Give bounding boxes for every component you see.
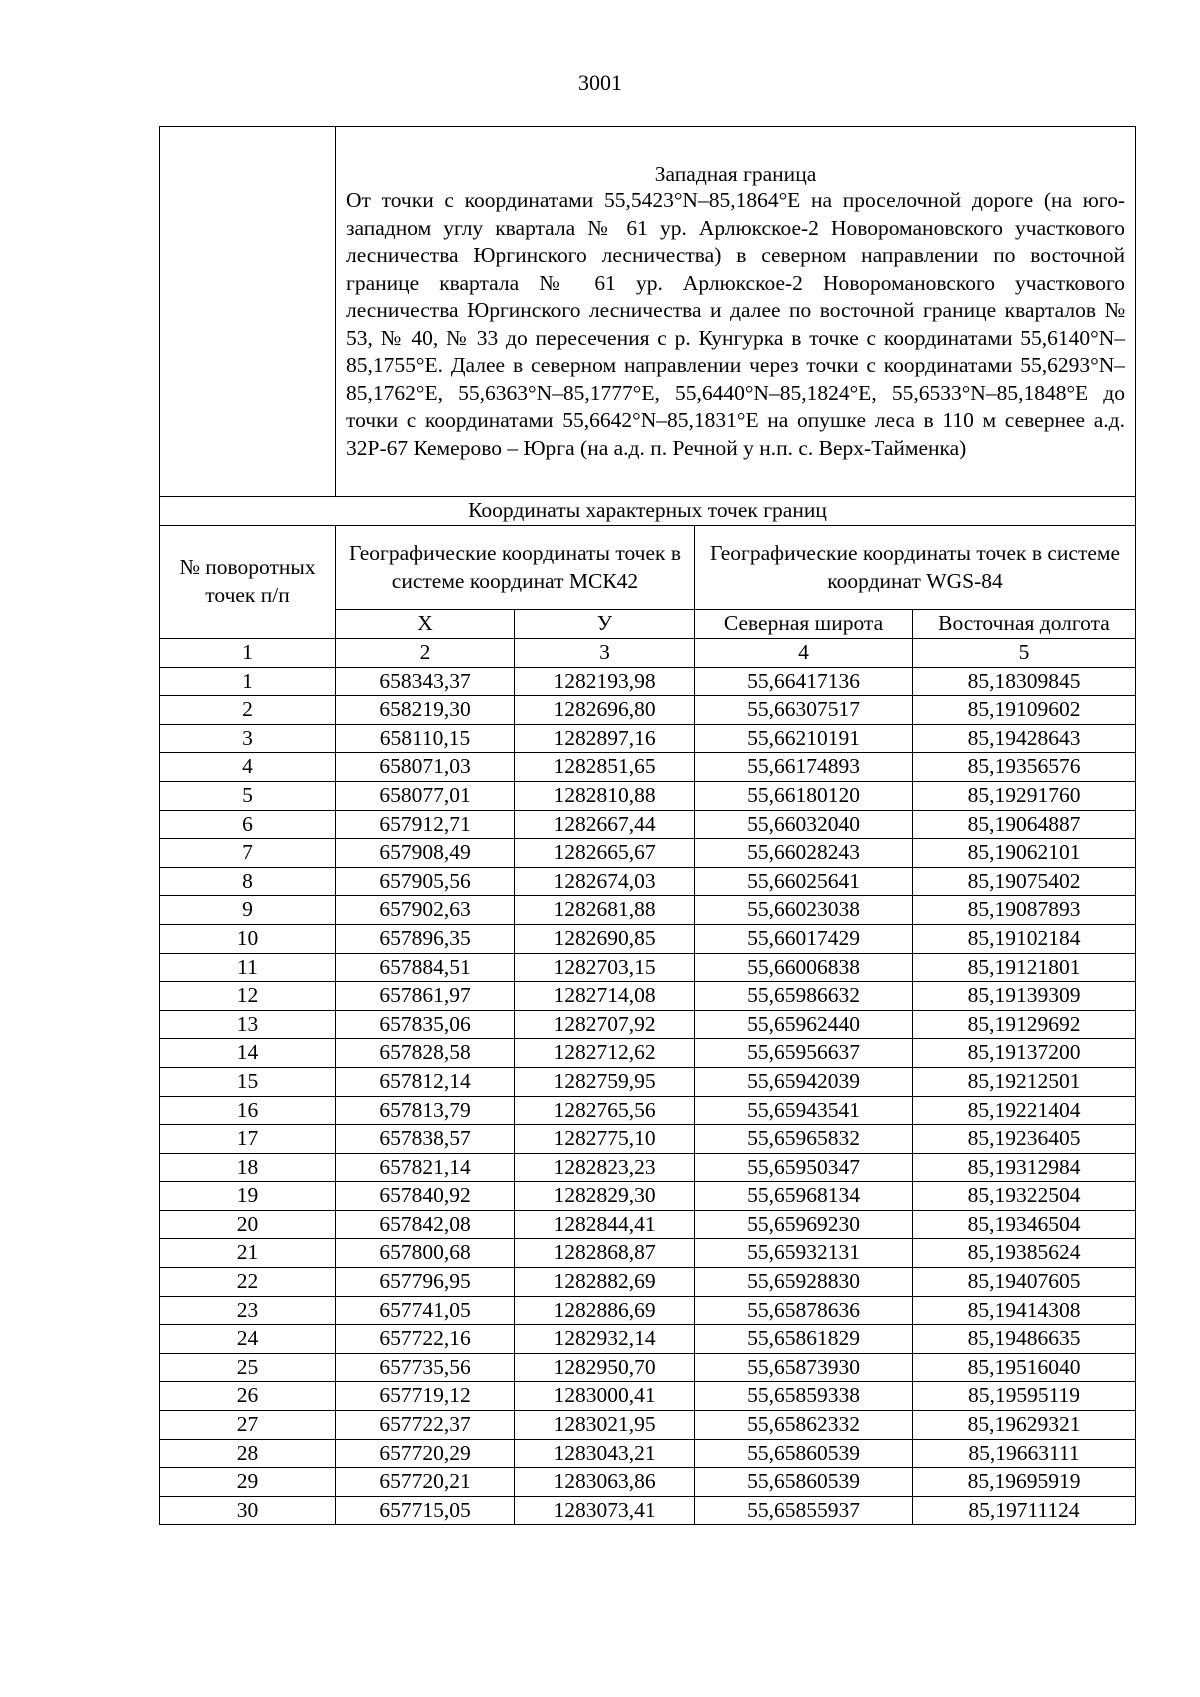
table-row <box>160 1325 1136 1354</box>
longitude-cell: 85,19291760 <box>913 781 1136 810</box>
coords-table-title: Координаты характерных точек границ <box>160 497 1136 526</box>
longitude-cell: 85,19711124 <box>913 1496 1136 1525</box>
msk42-y-cell: 1282712,62 <box>515 1039 695 1068</box>
msk42-y-cell: 1282775,10 <box>515 1125 695 1154</box>
longitude-cell: 85,19516040 <box>913 1353 1136 1382</box>
latitude-cell: 55,65928830 <box>695 1268 913 1297</box>
latitude-cell: 55,66006838 <box>695 953 913 982</box>
longitude-cell: 85,19356576 <box>913 753 1136 782</box>
msk42-x-cell: 657741,05 <box>336 1296 515 1325</box>
msk42-x-cell: 658077,01 <box>336 781 515 810</box>
longitude-header: Восточная долгота <box>913 610 1136 639</box>
point-number-cell: 2 <box>160 696 336 725</box>
msk42-x-cell: 657840,92 <box>336 1182 515 1211</box>
msk42-y-cell: 1282886,69 <box>515 1296 695 1325</box>
msk42-y-cell: 1282690,85 <box>515 924 695 953</box>
msk42-y-cell: 1282665,67 <box>515 839 695 868</box>
msk42-y-cell: 1282844,41 <box>515 1210 695 1239</box>
msk42-y-cell: 1282765,56 <box>515 1096 695 1125</box>
point-number-cell: 30 <box>160 1496 336 1525</box>
msk42-x-cell: 657812,14 <box>336 1067 515 1096</box>
msk42-x-cell: 657908,49 <box>336 839 515 868</box>
longitude-cell: 85,19064887 <box>913 810 1136 839</box>
table-row <box>160 1268 1136 1297</box>
point-number-header: № поворотных точек п/п <box>160 526 336 639</box>
column-number: 5 <box>913 639 1136 668</box>
table-row <box>160 1039 1136 1068</box>
table-row <box>160 724 1136 753</box>
coords-title-row <box>160 497 1136 526</box>
latitude-cell: 55,65855937 <box>695 1496 913 1525</box>
table-row <box>160 1496 1136 1525</box>
latitude-cell: 55,65873930 <box>695 1353 913 1382</box>
latitude-cell: 55,65956637 <box>695 1039 913 1068</box>
longitude-cell: 85,18309845 <box>913 667 1136 696</box>
msk42-x-cell: 657813,79 <box>336 1096 515 1125</box>
latitude-cell: 55,66017429 <box>695 924 913 953</box>
point-number-cell: 17 <box>160 1125 336 1154</box>
msk42-x-cell: 657838,57 <box>336 1125 515 1154</box>
longitude-cell: 85,19129692 <box>913 1010 1136 1039</box>
longitude-cell: 85,19414308 <box>913 1296 1136 1325</box>
table-row <box>160 1239 1136 1268</box>
y-header: У <box>515 610 695 639</box>
longitude-cell: 85,19212501 <box>913 1067 1136 1096</box>
latitude-cell: 55,66180120 <box>695 781 913 810</box>
latitude-header: Северная широта <box>695 610 913 639</box>
msk42-y-cell: 1283043,21 <box>515 1439 695 1468</box>
msk42-y-cell: 1282829,30 <box>515 1182 695 1211</box>
longitude-cell: 85,19137200 <box>913 1039 1136 1068</box>
column-number: 1 <box>160 639 336 668</box>
msk42-x-cell: 657720,21 <box>336 1468 515 1497</box>
table-row <box>160 1468 1136 1497</box>
table-row <box>160 667 1136 696</box>
table-row <box>160 1439 1136 1468</box>
msk42-x-cell: 658343,37 <box>336 667 515 696</box>
page-number: 3001 <box>578 70 622 95</box>
coords-header-row <box>160 526 1136 610</box>
latitude-cell: 55,66032040 <box>695 810 913 839</box>
msk42-x-cell: 658071,03 <box>336 753 515 782</box>
latitude-cell: 55,65860539 <box>695 1439 913 1468</box>
table-row <box>160 753 1136 782</box>
table-row <box>160 982 1136 1011</box>
column-number-row <box>160 639 1136 668</box>
point-number-cell: 21 <box>160 1239 336 1268</box>
west-boundary-cell <box>336 127 1136 497</box>
longitude-cell: 85,19102184 <box>913 924 1136 953</box>
msk42-y-cell: 1282714,08 <box>515 982 695 1011</box>
longitude-cell: 85,19629321 <box>913 1411 1136 1440</box>
msk42-y-cell: 1282868,87 <box>515 1239 695 1268</box>
msk42-x-cell: 657828,58 <box>336 1039 515 1068</box>
latitude-cell: 55,65950347 <box>695 1153 913 1182</box>
latitude-cell: 55,65932131 <box>695 1239 913 1268</box>
msk42-y-cell: 1282696,80 <box>515 696 695 725</box>
west-boundary-empty-cell <box>160 127 336 497</box>
msk42-x-cell: 658219,30 <box>336 696 515 725</box>
latitude-cell: 55,65943541 <box>695 1096 913 1125</box>
latitude-cell: 55,66174893 <box>695 753 913 782</box>
latitude-cell: 55,65986632 <box>695 982 913 1011</box>
longitude-cell: 85,19312984 <box>913 1153 1136 1182</box>
msk42-y-cell: 1282681,88 <box>515 896 695 925</box>
msk42-y-cell: 1282707,92 <box>515 1010 695 1039</box>
longitude-cell: 85,19407605 <box>913 1268 1136 1297</box>
latitude-cell: 55,65965832 <box>695 1125 913 1154</box>
msk42-y-cell: 1283073,41 <box>515 1496 695 1525</box>
point-number-cell: 22 <box>160 1268 336 1297</box>
point-number-cell: 15 <box>160 1067 336 1096</box>
msk42-y-cell: 1282667,44 <box>515 810 695 839</box>
table-row <box>160 867 1136 896</box>
point-number-cell: 24 <box>160 1325 336 1354</box>
point-number-cell: 6 <box>160 810 336 839</box>
msk42-y-cell: 1282759,95 <box>515 1067 695 1096</box>
longitude-cell: 85,19109602 <box>913 696 1136 725</box>
latitude-cell: 55,66028243 <box>695 839 913 868</box>
msk42-x-cell: 657842,08 <box>336 1210 515 1239</box>
table-row <box>160 1353 1136 1382</box>
latitude-cell: 55,66023038 <box>695 896 913 925</box>
latitude-cell: 55,65860539 <box>695 1468 913 1497</box>
msk42-x-cell: 657715,05 <box>336 1496 515 1525</box>
longitude-cell: 85,19486635 <box>913 1325 1136 1354</box>
latitude-cell: 55,66417136 <box>695 667 913 696</box>
msk42-x-cell: 657722,37 <box>336 1411 515 1440</box>
table-row <box>160 1153 1136 1182</box>
west-boundary-description: От точки с координатами 55,5423°N–85,1864°E на проселочной дороге (на юго-западном углу квартала № 61 ур. Арлюкское-2 Новоромановского участкового лесничества Юргинского лесничества) в северном направлении по восточной границе квартала № 61 ур. Арлюкское-2 Новоромановского участкового лесничества Юргинского лесничества и далее по восточной границе кварталов № 53, № 40, № 33 до пересечения с р. Кунгурка в точке с координатами 55,6140°N–85,1755°E. Далее в северном направлении через точки с координатами 55,6293°N–85,1762°E, 55,6363°N–85,1777°E, 55,6440°N–85,1824°E, 55,6533°N–85,1848°E до точки с координатами 55,6642°N–85,1831°E на опушке леса в 110 м севернее а.д. 32Р-67 Кемерово – Юрга (на а.д. п. Речной у н.п. с. Верх-Тайменка) <box>346 188 1125 460</box>
msk42-x-cell: 657796,95 <box>336 1268 515 1297</box>
point-number-cell: 25 <box>160 1353 336 1382</box>
wgs84-header: Географические координаты точек в системе координат WGS-84 <box>695 526 1136 610</box>
longitude-cell: 85,19428643 <box>913 724 1136 753</box>
table-row <box>160 896 1136 925</box>
point-number-cell: 28 <box>160 1439 336 1468</box>
point-number-cell: 12 <box>160 982 336 1011</box>
point-number-cell: 7 <box>160 839 336 868</box>
msk42-x-cell: 657905,56 <box>336 867 515 896</box>
table-row <box>160 1382 1136 1411</box>
point-number-cell: 1 <box>160 667 336 696</box>
msk42-x-cell: 657719,12 <box>336 1382 515 1411</box>
column-number: 4 <box>695 639 913 668</box>
msk42-y-cell: 1282703,15 <box>515 953 695 982</box>
table-row <box>160 924 1136 953</box>
msk42-x-cell: 657861,97 <box>336 982 515 1011</box>
longitude-cell: 85,19663111 <box>913 1439 1136 1468</box>
point-number-cell: 27 <box>160 1411 336 1440</box>
msk42-y-cell: 1282810,88 <box>515 781 695 810</box>
table-row <box>160 1096 1136 1125</box>
x-header: Х <box>336 610 515 639</box>
latitude-cell: 55,65862332 <box>695 1411 913 1440</box>
msk42-x-cell: 657835,06 <box>336 1010 515 1039</box>
point-number-cell: 5 <box>160 781 336 810</box>
table-row <box>160 1210 1136 1239</box>
msk42-y-cell: 1282193,98 <box>515 667 695 696</box>
latitude-cell: 55,65962440 <box>695 1010 913 1039</box>
msk42-x-cell: 657735,56 <box>336 1353 515 1382</box>
msk42-y-cell: 1282674,03 <box>515 867 695 896</box>
table-row <box>160 810 1136 839</box>
point-number-cell: 20 <box>160 1210 336 1239</box>
msk42-y-cell: 1283021,95 <box>515 1411 695 1440</box>
point-number-cell: 23 <box>160 1296 336 1325</box>
latitude-cell: 55,65942039 <box>695 1067 913 1096</box>
point-number-cell: 3 <box>160 724 336 753</box>
longitude-cell: 85,19221404 <box>913 1096 1136 1125</box>
point-number-cell: 8 <box>160 867 336 896</box>
west-boundary-title: Западная граница <box>654 161 817 186</box>
latitude-cell: 55,66307517 <box>695 696 913 725</box>
point-number-cell: 13 <box>160 1010 336 1039</box>
table-row <box>160 1411 1136 1440</box>
column-number: 2 <box>336 639 515 668</box>
msk42-x-cell: 657720,29 <box>336 1439 515 1468</box>
msk42-y-cell: 1282823,23 <box>515 1153 695 1182</box>
longitude-cell: 85,19385624 <box>913 1239 1136 1268</box>
point-number-cell: 14 <box>160 1039 336 1068</box>
msk42-x-cell: 657884,51 <box>336 953 515 982</box>
msk42-y-cell: 1282950,70 <box>515 1353 695 1382</box>
msk42-x-cell: 657896,35 <box>336 924 515 953</box>
longitude-cell: 85,19087893 <box>913 896 1136 925</box>
longitude-cell: 85,19595119 <box>913 1382 1136 1411</box>
point-number-cell: 19 <box>160 1182 336 1211</box>
longitude-cell: 85,19139309 <box>913 982 1136 1011</box>
msk42-y-cell: 1283063,86 <box>515 1468 695 1497</box>
table-row <box>160 1182 1136 1211</box>
msk42-x-cell: 657722,16 <box>336 1325 515 1354</box>
msk42-x-cell: 658110,15 <box>336 724 515 753</box>
table-row <box>160 839 1136 868</box>
latitude-cell: 55,66025641 <box>695 867 913 896</box>
latitude-cell: 55,65968134 <box>695 1182 913 1211</box>
msk42-x-cell: 657902,63 <box>336 896 515 925</box>
point-number-cell: 4 <box>160 753 336 782</box>
longitude-cell: 85,19322504 <box>913 1182 1136 1211</box>
latitude-cell: 55,65861829 <box>695 1325 913 1354</box>
msk42-x-cell: 657912,71 <box>336 810 515 839</box>
longitude-cell: 85,19236405 <box>913 1125 1136 1154</box>
table-row <box>160 953 1136 982</box>
point-number-cell: 9 <box>160 896 336 925</box>
msk42-x-cell: 657800,68 <box>336 1239 515 1268</box>
table-row <box>160 781 1136 810</box>
msk42-y-cell: 1282882,69 <box>515 1268 695 1297</box>
west-boundary-row <box>160 127 1136 497</box>
msk42-x-cell: 657821,14 <box>336 1153 515 1182</box>
longitude-cell: 85,19695919 <box>913 1468 1136 1497</box>
point-number-cell: 10 <box>160 924 336 953</box>
longitude-cell: 85,19062101 <box>913 839 1136 868</box>
table-row <box>160 1296 1136 1325</box>
column-number: 3 <box>515 639 695 668</box>
msk42-y-cell: 1282897,16 <box>515 724 695 753</box>
msk42-header: Географические координаты точек в системе координат МСК42 <box>336 526 695 610</box>
longitude-cell: 85,19346504 <box>913 1210 1136 1239</box>
msk42-y-cell: 1282932,14 <box>515 1325 695 1354</box>
point-number-cell: 16 <box>160 1096 336 1125</box>
latitude-cell: 55,65878636 <box>695 1296 913 1325</box>
table-row <box>160 1067 1136 1096</box>
latitude-cell: 55,65859338 <box>695 1382 913 1411</box>
point-number-cell: 29 <box>160 1468 336 1497</box>
latitude-cell: 55,65969230 <box>695 1210 913 1239</box>
longitude-cell: 85,19121801 <box>913 953 1136 982</box>
boundary-document-table <box>159 126 1136 1525</box>
longitude-cell: 85,19075402 <box>913 867 1136 896</box>
table-row <box>160 1125 1136 1154</box>
msk42-y-cell: 1282851,65 <box>515 753 695 782</box>
msk42-y-cell: 1283000,41 <box>515 1382 695 1411</box>
table-row <box>160 696 1136 725</box>
point-number-cell: 26 <box>160 1382 336 1411</box>
point-number-cell: 18 <box>160 1153 336 1182</box>
latitude-cell: 55,66210191 <box>695 724 913 753</box>
point-number-cell: 11 <box>160 953 336 982</box>
table-row <box>160 1010 1136 1039</box>
